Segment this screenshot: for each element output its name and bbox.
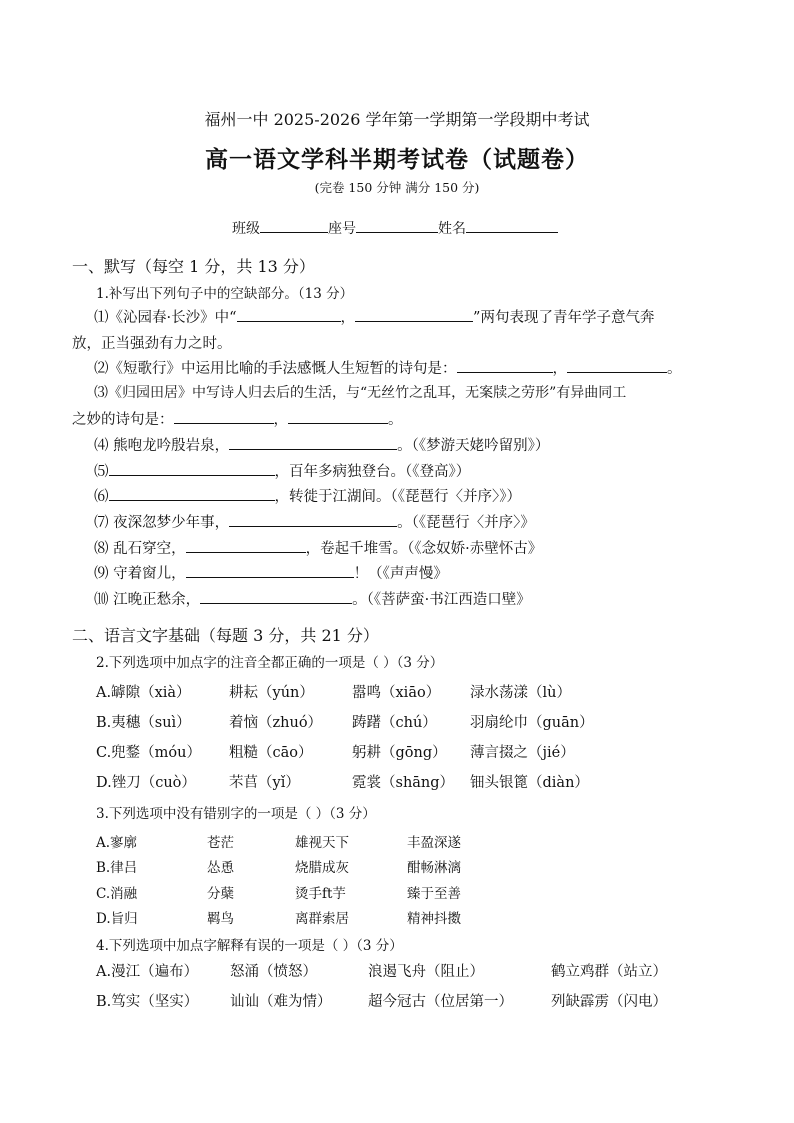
class-blank <box>260 218 328 233</box>
q1-item7: ⑺ 夜深忽梦少年事， 。（《琵琶行〈并序〉》 <box>94 511 535 532</box>
q1-item1: ⑴《沁园春·长沙》中“ ， ”两句表现了青年学子意气奔 <box>94 306 654 327</box>
answer-blank <box>229 512 397 527</box>
q2-prompt: 2.下列选项中加点字的注音全都正确的一项是（ ）（3 分） <box>96 655 444 671</box>
class-label: 班级 <box>232 221 260 237</box>
answer-blank <box>109 486 275 501</box>
answer-blank <box>237 307 341 322</box>
answer-blank <box>288 409 388 424</box>
seat-blank <box>356 218 438 233</box>
paper-title: 高一语文学科半期考试卷（试题卷） <box>205 146 589 173</box>
q1-item8: ⑻ 乱石穿空， ，卷起千堆雪。（《念奴娇·赤壁怀古》 <box>94 537 542 558</box>
q1-item4: ⑷ 熊咆龙吟殷岩泉， 。（《梦游天姥吟留别》） <box>94 434 549 455</box>
section2-heading: 二、语言文字基础（每题 3 分，共 21 分） <box>72 626 379 645</box>
answer-blank <box>567 358 667 373</box>
seat-label: 座号 <box>328 221 356 237</box>
exam-info: (完卷 150 分钟 满分 150 分) <box>314 180 480 195</box>
q1-item3: ⑶《归园田居》中写诗人归去后的生活，与“无丝竹之乱耳，无案牍之劳形”有异曲同工 <box>94 385 627 401</box>
q1-item10: ⑽ 江晚正愁余， 。（《菩萨蛮·书江西造口壁》 <box>94 588 531 609</box>
q1-item3-cont: 之妙的诗句是： ， 。 <box>72 408 403 429</box>
q3-prompt: 3.下列选项中没有错别字的一项是（ ）（3 分） <box>96 806 376 822</box>
exam-page: 福州一中 2025-2026 学年第一学期第一学段期中考试 高一语文学科半期考试卷（试题卷） (完卷 150 分钟 满分 150 分) 班级 座号 姓名 一、默写（每空 1 分，共 13 分） 1.补写出下列句子中的空缺部分。（13 分） ⑴《沁园春·长沙》中“ ， ”两句表现了青年学子意气奔 放，正当强劲有力之时。 ⑵《短歌行》中运用比喻的手法感慨人生短暂的诗句是： ， 。 ⑶《归园田居》中写诗人归去后的生活，与“无丝竹之乱耳，无案牍之劳形”有异曲同工 之妙的诗句是： ， 。 ⑷ 熊咆龙吟殷岩泉， 。（《梦游天姥吟留别》） ⑸ ，百年多病独登台。（《登高》） ⑹ ，转徙于江湖间。（《琵琶行〈并序〉》） ⑺ 夜深忽梦少年事， 。（《琵琶行〈并序〉》 ⑻ 乱石穿空， ，卷起千堆雪。（《念奴娇·赤壁怀古》 ⑼ 守着窗儿， ！（《声声慢》 ⑽ 江晚正愁余， 。（《菩萨蛮·书江西造口壁》 二、语言文字基础（每题 3 分，共 21 分） 2.下列选项中加点字的注音全都正确的一项是（ ）（3 分） A.罅隙（xià） 耕耘（yún） 嚣鸣（xiāo） 渌水荡漾（lù） B.夷穗（suì） 着恼（zhuó） 踌躇（chú） 羽扇纶巾（guān） C.兜鍪（móu） 粗糙（cāo） 躬耕（gōng） 薄言掇之（jié） D.锉刀（cuò） 芣苢（yǐ） 霓裳（shāng） 钿头银篦（diàn） 3.下列选项中没有错别字的一项是（ ）（3 分） A.寥廓 苍茫 雄视天下 丰盈深遂 B.律吕 怂恿 烧腊成灰 酣畅淋漓 C.消融 分蘖 烫手ft芋 臻于至善 D.旨归 羁鸟 离群索居 精神抖擞 4.下列选项中加点字解释有误的一项是（ ）（3 分） A.漫江（遍布） 怒涌（愤怒） 浪遏飞舟（阻止） 鹤立鸡群（站立） B.笃实（坚实） 讪讪（难为情） 超今冠古（位居第一） 列缺霹雳（闪电） <box>0 0 794 1123</box>
q4-prompt: 4.下列选项中加点字解释有误的一项是（ ）（3 分） <box>96 938 403 954</box>
q1-item9: ⑼ 守着窗儿， ！（《声声慢》 <box>94 562 448 583</box>
school-title: 福州一中 2025-2026 学年第一学期第一学段期中考试 <box>204 110 590 129</box>
answer-blank <box>186 538 306 553</box>
answer-blank <box>355 307 473 322</box>
answer-blank <box>174 409 274 424</box>
q1-item1-cont: 放，正当强劲有力之时。 <box>72 336 232 352</box>
answer-blank <box>457 358 553 373</box>
q1-prompt: 1.补写出下列句子中的空缺部分。（13 分） <box>96 286 354 302</box>
student-info-line <box>232 218 558 238</box>
name-blank <box>466 218 558 233</box>
answer-blank <box>109 461 275 476</box>
q1-item5: ⑸ ，百年多病独登台。（《登高》） <box>94 460 470 481</box>
name-label: 姓名 <box>438 221 466 237</box>
section1-heading: 一、默写（每空 1 分，共 13 分） <box>72 257 315 276</box>
answer-blank <box>229 435 397 450</box>
q1-item6: ⑹ ，转徙于江湖间。（《琵琶行〈并序〉》） <box>94 485 521 506</box>
answer-blank <box>200 589 352 604</box>
q1-item2: ⑵《短歌行》中运用比喻的手法感慨人生短暂的诗句是： ， 。 <box>94 357 682 378</box>
answer-blank <box>186 563 354 578</box>
